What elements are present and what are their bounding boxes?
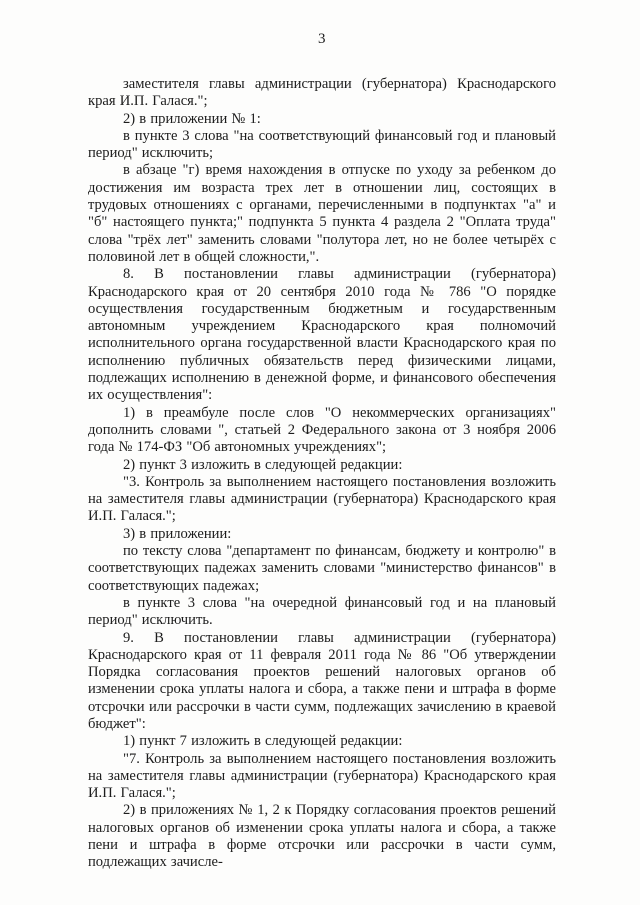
paragraph: 2) в приложениях № 1, 2 к Порядку согласования проектов решений налоговых органов об изменении срока уплаты налога и сбора, а также пени и штрафа в форме отсрочки или рассрочки в части сумм, подлежащих зачисле- <box>88 802 556 871</box>
paragraph: в пункте 3 слова "на соответствующий финансовый год и плановый период" исключить; <box>88 127 556 162</box>
paragraph: 3) в приложении: <box>123 525 232 542</box>
paragraph: "7. Контроль за выполнением настоящего постановления возложить на заместителя главы администрации (губернатора) Краснодарского края И.П. Галася."; <box>88 750 556 802</box>
paragraph: 1) в преамбуле после слов "О некоммерческих организациях" дополнить словами ", статьей 2 Федерального закона от 3 ноября 2006 года № 174-ФЗ "Об автономных учреждениях"; <box>88 404 556 456</box>
paragraph: "3. Контроль за выполнением настоящего постановления возложить на заместителя главы администрации (губернатора) Краснодарского края И.П. Галася."; <box>88 473 556 525</box>
paragraph: заместителя главы администрации (губернатора) Краснодарского края И.П. Галася."; <box>88 76 556 110</box>
paragraph: по тексту слова "департамент по финансам, бюджету и контролю" в соответствующих падежах заменить словами "министерство финансов" в соответствующих падежах; <box>88 543 556 594</box>
paragraph: 1) пункт 7 изложить в следующей редакции: <box>123 733 403 750</box>
paragraph: 2) пункт 3 изложить в следующей редакции: <box>123 456 403 473</box>
paragraph: в пункте 3 слова "на очередной финансовый год и на плановый период" исключить. <box>88 594 556 629</box>
page-number: 3 <box>318 31 326 47</box>
paragraph: 9. В постановлении главы администрации (губернатора) Краснодарского края от 11 февраля 2011 года № 86 "Об утверждении Порядка согласования проектов решений налоговых органов об изменении срока уплаты налога и сбора, а также пени и штрафа в форме отсрочки или рассрочки в части сумм, подлежащих зачислению в краевой бюджет": <box>88 629 556 732</box>
document-body <box>88 76 556 872</box>
paragraph: 8. В постановлении главы администрации (губернатора) Краснодарского края от 20 сентября 2010 года № 786 "О порядке осуществления государственным бюджетным и государственным автономным учреждением Краснодарского края полномочий исполнительного органа государственной власти Краснодарского края по исполнению публичных обязательств перед физическими лицами, подлежащих исполнению в денежной форме, и финансового обеспечения их осуществления": <box>88 266 556 404</box>
paragraph: 2) в приложении № 1: <box>123 110 261 127</box>
paragraph: в абзаце "г) время нахождения в отпуске по уходу за ребенком до достижения им возраста трех лет в отношении лиц, состоящих в трудовых отношениях с органами, перечисленными в подпунктах "а" и "б" настоящего пункта;" подпункта 5 пункта 4 раздела 2 "Оплата труда" слова "трёх лет" заменить словами "полутора лет, но не более четырёх с половиной лет в общей сложности,". <box>88 162 556 265</box>
